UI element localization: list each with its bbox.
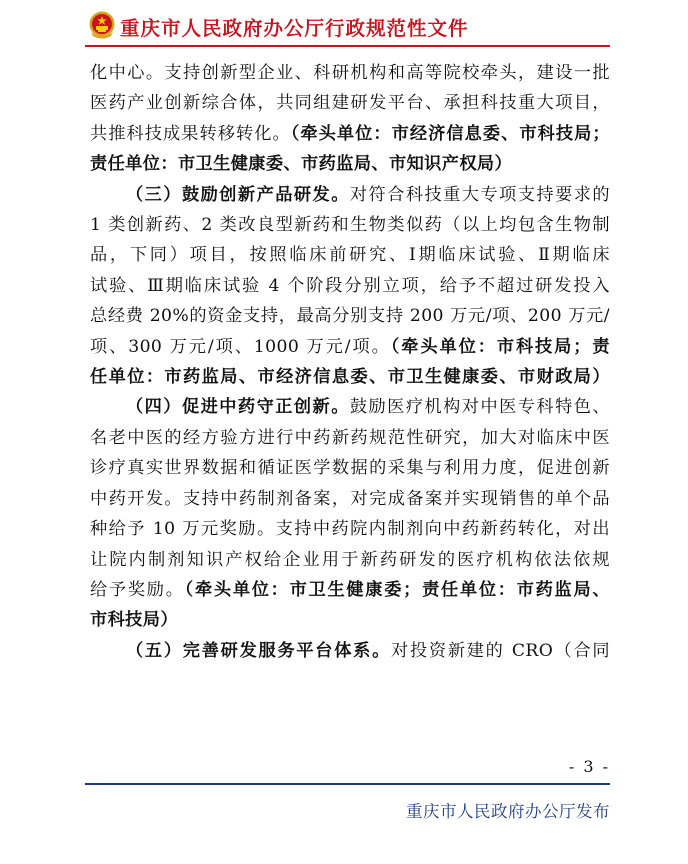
text-run: 共推科技成果转移转化。 (90, 123, 291, 144)
bold-text: （五）完善研发服务平台体系。 (126, 640, 392, 661)
bold-text: （四）促进中药守正创新。 (126, 397, 350, 418)
text-run: 对符合科技重大专项支持要求的 (349, 184, 610, 205)
text-line (90, 210, 610, 240)
text-line (90, 332, 610, 362)
text-line (90, 545, 610, 575)
text-run: 1 类创新药、2 类改良型新药和生物类似药（以上均包含生物制 (90, 215, 610, 236)
text-run: 项、300 万元/项、1000 万元/项。 (90, 336, 391, 357)
text-line (90, 636, 610, 666)
text-line (90, 58, 610, 88)
text-line (90, 392, 610, 422)
footer-divider (85, 783, 610, 785)
bold-text: （牵头单位：市经济信息委、市科技局； (290, 123, 610, 144)
text-line (90, 119, 610, 149)
bold-text: 市科技局） (90, 610, 178, 631)
text-run: 化中心。支持创新型企业、科研机构和高等院校牵头，建设一批 (90, 63, 610, 83)
text-run: 种给予 10 万元奖励。支持中药院内制剂向中药新药转化，对出 (90, 519, 610, 540)
bold-text: 责任单位：市卫生健康委、市药监局、市知识产权局） (90, 154, 513, 175)
text-run: 医药产业创新综合体，共同组建研发平台、承担科技重大项目， (90, 93, 610, 114)
text-line (90, 453, 610, 483)
footer-publisher: 重庆市人民政府办公厅发布 (406, 802, 610, 821)
text-run: 总经费 20%的资金支持，最高分别支持 200 万元/项、200 万元/ (90, 306, 610, 327)
text-line (90, 575, 610, 605)
bold-text: 任单位：市药监局、市经济信息委、市卫生健康委、市财政局） (90, 367, 610, 388)
document-header (0, 0, 688, 54)
header-divider (85, 45, 610, 47)
text-run: 鼓励医疗机构对中医专科特色、 (349, 397, 610, 418)
text-run: 名老中医的经方验方进行中药新药规范性研究，加大对临床中医 (90, 427, 610, 448)
text-run: 对投资新建的 CRO（合同 (391, 640, 610, 661)
header-title: 重庆市人民政府办公厅行政规范性文件 (120, 17, 469, 40)
text-run: 诊疗真实世界数据和循证医学数据的采集与利用力度，促进创新 (90, 458, 610, 479)
text-run: 品，下同）项目，按照临床前研究、Ⅰ期临床试验、Ⅱ期临床 (90, 245, 610, 266)
text-line (90, 362, 610, 392)
national-emblem-icon (88, 10, 116, 40)
text-line (90, 88, 610, 118)
text-run: 让院内制剂知识产权给企业用于新药研发的医疗机构依法依规 (90, 549, 610, 570)
text-line (90, 301, 610, 331)
text-line (90, 484, 610, 514)
text-run: 给予奖励。 (90, 579, 185, 600)
text-line (90, 514, 610, 544)
text-line (90, 240, 610, 270)
text-line (90, 605, 610, 635)
text-run: 试验、Ⅲ期临床试验 4 个阶段分别立项，给予不超过研发投入 (90, 275, 610, 296)
text-line (90, 149, 610, 179)
text-line (90, 180, 610, 210)
bold-text: （牵头单位：市科技局；责 (390, 336, 610, 357)
document-body (90, 58, 610, 666)
bold-text: （三）鼓励创新产品研发。 (126, 184, 350, 205)
page-number: - 3 - (568, 757, 610, 776)
text-line (90, 271, 610, 301)
text-line (90, 423, 610, 453)
text-run: 中药开发。支持中药制剂备案，对完成备案并实现销售的单个品 (90, 488, 610, 509)
bold-text: （牵头单位：市卫生健康委；责任单位：市药监局、 (184, 579, 610, 600)
